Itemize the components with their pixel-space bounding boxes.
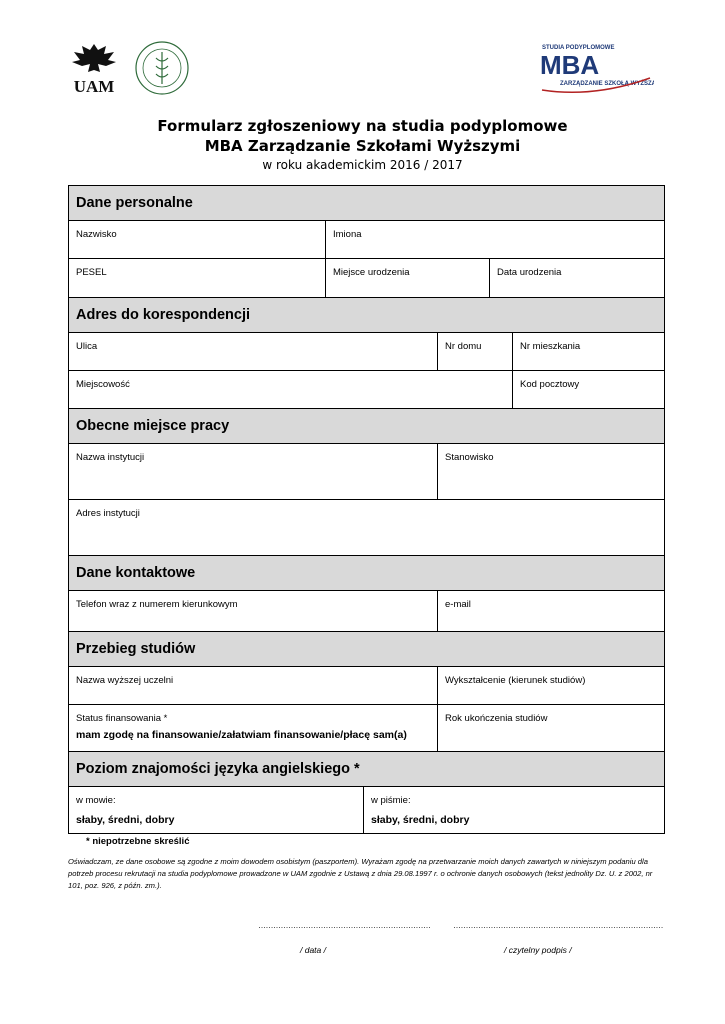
field-kod-pocztowy[interactable] (513, 371, 664, 408)
field-telefon[interactable] (69, 591, 438, 631)
field-ulica[interactable] (69, 333, 438, 370)
form-subtitle: MBA Zarządzanie Szkołami Wyższymi (204, 137, 521, 155)
label-data-urodzenia: Data urodzenia (497, 267, 562, 278)
label-nazwisko: Nazwisko (76, 229, 117, 240)
university-seal (134, 40, 190, 96)
field-pesel[interactable] (69, 259, 326, 297)
section-english-heading: Poziom znajomości języka angielskiego * (69, 752, 664, 787)
mba-logo-small-text: STUDIA PODYPLOMOWE (542, 45, 615, 51)
uam-logo (68, 40, 120, 96)
label-imiona: Imiona (333, 229, 362, 240)
field-nazwisko[interactable] (69, 221, 326, 258)
section-work-heading: Obecne miejsce pracy (69, 409, 664, 444)
form-title: Formularz zgłoszeniowy na studia podyplomowe (157, 117, 568, 135)
row-university (69, 667, 664, 705)
label-stanowisko: Stanowisko (445, 452, 494, 463)
row-institution-address (69, 500, 664, 556)
row-street (69, 333, 664, 371)
label-telefon: Telefon wraz z numerem kierunkowym (76, 599, 238, 610)
application-form (68, 185, 665, 834)
date-label: / data / (300, 945, 326, 955)
label-email: e-mail (445, 599, 471, 610)
field-w-pismie[interactable] (364, 787, 664, 833)
field-nr-mieszkania[interactable] (513, 333, 664, 370)
field-uczelnia[interactable] (69, 667, 438, 704)
signature-line: ………………………………………………………………………… (453, 921, 663, 930)
value-w-pismie: słaby, średni, dobry (371, 814, 470, 826)
field-nazwa-instytucji[interactable] (69, 444, 438, 499)
row-city (69, 371, 664, 409)
row-pesel (69, 259, 664, 298)
section-studies-heading: Przebieg studiów (69, 632, 664, 667)
label-kod-pocztowy: Kod pocztowy (520, 379, 580, 390)
signature-label: / czytelny podpis / (504, 945, 572, 955)
label-rok-ukonczenia: Rok ukończenia studiów (445, 713, 548, 724)
value-w-mowie: słaby, średni, dobry (76, 814, 175, 826)
footnote: * niepotrzebne skreślić (86, 836, 190, 847)
section-address-heading: Adres do korespondencji (69, 298, 664, 333)
field-nr-domu[interactable] (438, 333, 513, 370)
field-w-mowie[interactable] (69, 787, 364, 833)
mba-logo-sub-text: ZARZĄDZANIE SZKOŁĄ WYŻSZĄ (560, 81, 654, 87)
mba-logo-big-text: MBA (540, 50, 600, 80)
field-imiona[interactable] (326, 221, 664, 258)
field-adres-instytucji[interactable] (69, 500, 664, 555)
field-status-finansowania[interactable] (69, 705, 438, 751)
academic-year: w roku akademickim 2016 / 2017 (262, 158, 463, 172)
label-w-pismie: w piśmie: (371, 795, 411, 806)
label-uczelnia: Nazwa wyższej uczelni (76, 675, 174, 686)
data-protection-declaration: Oświadczam, ze dane osobowe są zgodne z moim dowodem osobistym (paszportem). Wyrażam zgodę na przetwarzanie moich danych zawartych w niniejszym podaniu dla potrzeb procesu rekrutacji na studia podyplomowe prowadzone w UAM zgodnie z Ustawą z dnia 29.08.1997 r. o ochronie danych osobowych (tekst jednolity Dz. U. z 2002, nr 101, poz. 926, z późn. zm.). (68, 857, 653, 890)
field-email[interactable] (438, 591, 664, 631)
value-status-finansowania: mam zgodę na finansowanie/załatwiam finansowanie/płacę sam(a) (76, 729, 407, 741)
section-contact-heading: Dane kontaktowe (69, 556, 664, 591)
field-stanowisko[interactable] (438, 444, 664, 499)
label-nr-mieszkania: Nr mieszkania (520, 341, 581, 352)
label-ulica: Ulica (76, 341, 98, 352)
label-adres-instytucji: Adres instytucji (76, 508, 140, 519)
label-wyksztalcenie: Wykształcenie (kierunek studiów) (445, 675, 586, 686)
row-financing (69, 705, 664, 752)
label-nr-domu: Nr domu (445, 341, 482, 352)
row-institution (69, 444, 664, 500)
uam-logo-text: UAM (73, 77, 115, 96)
section-personal-heading: Dane personalne (69, 186, 664, 221)
date-signature-line: …………………………………………………………… (258, 921, 431, 930)
row-contact (69, 591, 664, 632)
field-miejscowosc[interactable] (69, 371, 513, 408)
label-status-finansowania: Status finansowania * (76, 713, 168, 724)
label-w-mowie: w mowie: (76, 795, 116, 806)
label-pesel: PESEL (76, 267, 107, 278)
row-english (69, 787, 664, 833)
row-name (69, 221, 664, 259)
label-miejscowosc: Miejscowość (76, 379, 130, 390)
field-data-urodzenia[interactable] (490, 259, 664, 297)
field-miejsce-urodzenia[interactable] (326, 259, 490, 297)
mba-logo (538, 40, 654, 96)
label-nazwa-instytucji: Nazwa instytucji (76, 452, 145, 463)
field-wyksztalcenie[interactable] (438, 667, 664, 704)
label-miejsce-urodzenia: Miejsce urodzenia (333, 267, 410, 278)
field-rok-ukonczenia[interactable] (438, 705, 664, 751)
